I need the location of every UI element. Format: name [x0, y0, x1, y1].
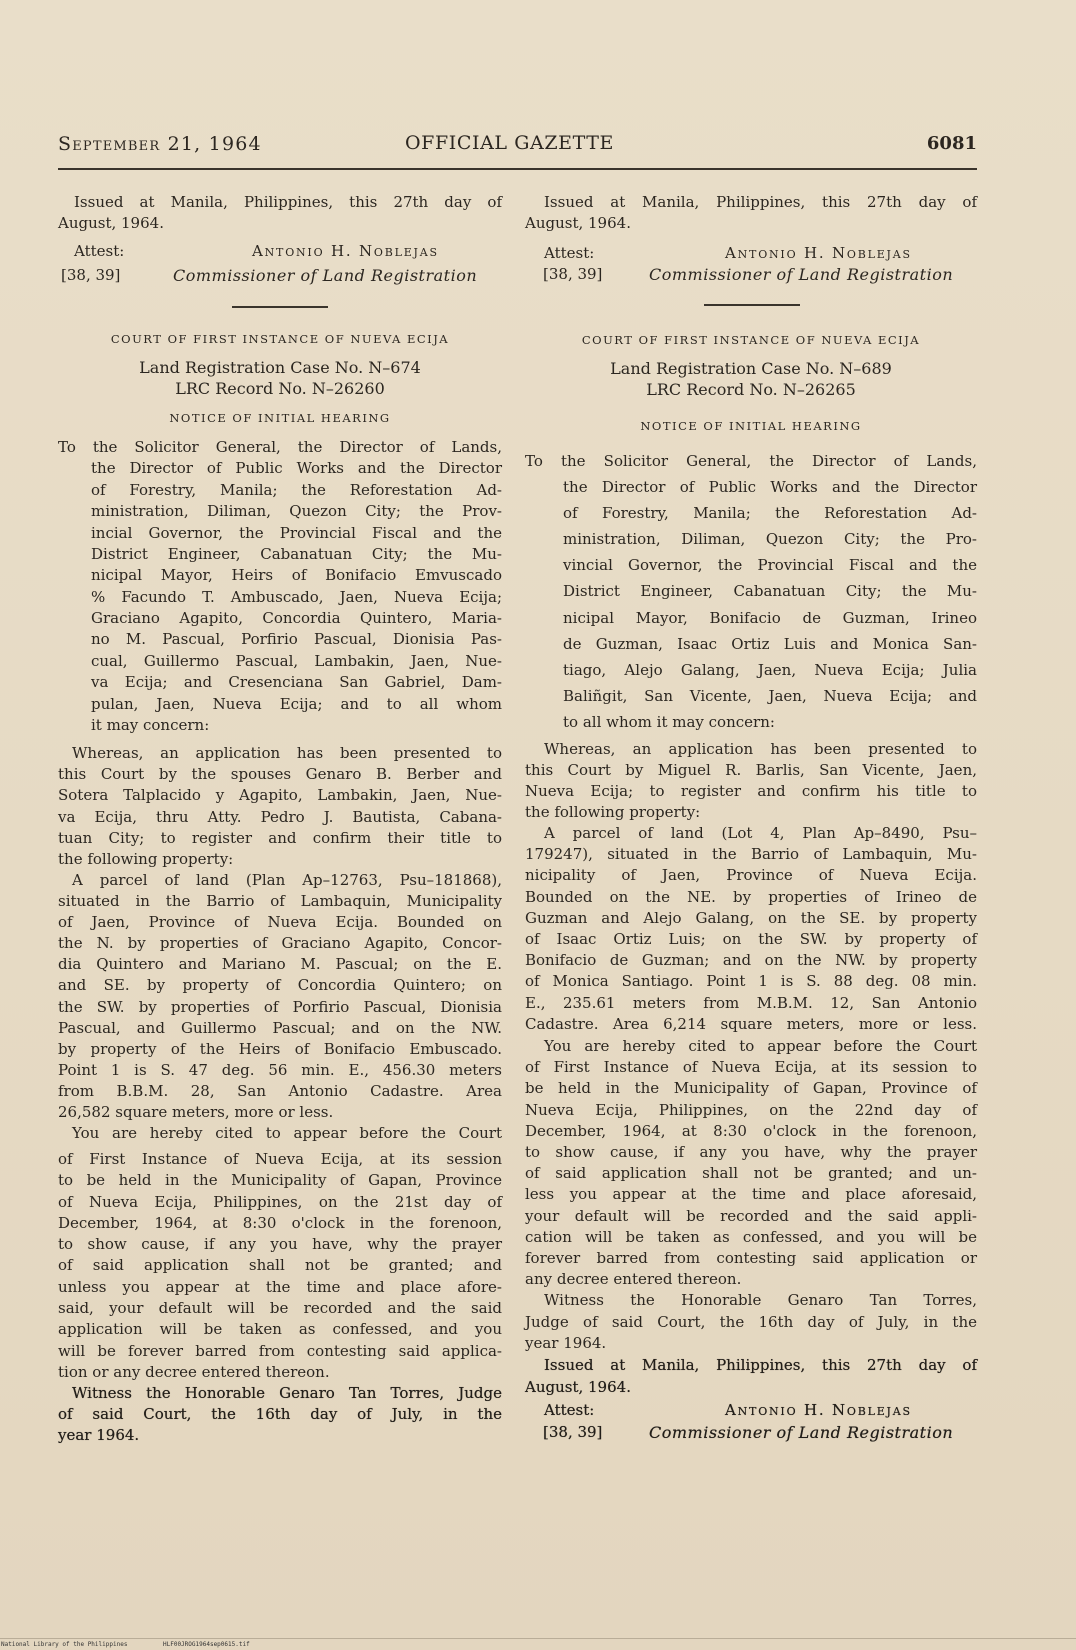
text-line: by property of the Heirs of Bonifacio Embuscado.	[58, 1039, 502, 1058]
signatory-title: Commissioner of Land Registration	[649, 265, 954, 284]
text-line: of First Instance of Nueva Ecija, at its session to	[525, 1058, 977, 1077]
text-line: Issued at Manila, Philippines, this 27th day of	[544, 193, 977, 211]
text-line: to show cause, if any you have, why the prayer	[525, 1143, 977, 1162]
text-line: 26,582 square meters, more or less.	[58, 1103, 334, 1122]
text-line: A parcel of land (Lot 4, Plan Ap–8490, Psu–	[544, 824, 977, 842]
scan-footer-rule	[0, 1638, 1076, 1639]
text-line: Issued at Manila, Philippines, this 27th day of	[74, 193, 502, 211]
text-line: va Ecija, thru Atty. Pedro J. Bautista, Cabana-	[58, 807, 502, 826]
text-line: this Court by Miguel R. Barlis, San Vicente, Jaen,	[525, 761, 977, 779]
text-line: Graciano Agapito, Concordia Quintero, Maria-	[91, 609, 502, 627]
text-line: this Court by the spouses Genaro B. Berber and	[58, 765, 502, 784]
citation-paragraph	[525, 1036, 977, 1290]
text-line: the Director of Public Works and the Director	[563, 478, 977, 497]
text-line: to all whom it may concern:	[563, 712, 775, 731]
text-line: year 1964.	[58, 1426, 140, 1444]
text-line: will be forever barred from contesting said applica-	[58, 1341, 502, 1360]
signatory-name: Antonio H. Noblejas	[725, 244, 912, 262]
text-line: E., 235.61 meters from M.B.M. 12, San Antonio	[525, 993, 977, 1012]
text-line: Point 1 is S. 47 deg. 56 min. E., 456.30 meters	[58, 1060, 502, 1079]
issue-date: September 21, 1964	[58, 133, 262, 155]
text-line: to be held in the Municipality of Gapan, Province	[58, 1171, 502, 1190]
text-line: of First Instance of Nueva Ecija, at its session	[58, 1149, 502, 1168]
text-line: 179247), situated in the Barrio of Lambaquin, Mu-	[525, 845, 977, 864]
text-line: it may concern:	[91, 715, 210, 734]
whereas-paragraph	[525, 739, 977, 823]
text-line: of Jaen, Province of Nueva Ecija. Bounded on	[58, 913, 502, 932]
section-divider	[704, 304, 800, 306]
text-line: Nueva Ecija; to register and confirm his title to	[525, 782, 977, 800]
case-number: Land Registration Case No. N–674	[139, 358, 421, 377]
text-line: the N. by properties of Graciano Agapito, Concor-	[58, 934, 502, 953]
text-line: no M. Pascual, Porfirio Pascual, Dionisia Pas-	[91, 630, 502, 649]
scan-source-label: National Library of the Philippines	[1, 1641, 128, 1648]
text-line: District Engineer, Cabanatuan City; the Mu-	[91, 544, 502, 563]
notice-title: NOTICE OF INITIAL HEARING	[169, 411, 391, 425]
signatory-title: Commissioner of Land Registration	[173, 266, 478, 285]
text-line: Baliñgit, San Vicente, Jaen, Nueva Ecija; and	[563, 686, 977, 705]
text-line: pulan, Jaen, Nueva Ecija; and to all whom	[91, 694, 502, 713]
text-line: vincial Governor, the Provincial Fiscal and the	[563, 556, 977, 575]
text-line: of said application shall not be granted; and	[58, 1256, 502, 1275]
issued-statement	[525, 192, 977, 234]
text-line: Nueva Ecija, Philippines, on the 22nd day of	[525, 1100, 977, 1119]
text-line: forever barred from contesting said application or	[525, 1249, 977, 1268]
text-line: the SW. by properties of Porfirio Pascual, Dionisia	[58, 997, 502, 1016]
text-line: of Forestry, Manila; the Reforestation Ad-	[91, 480, 502, 499]
text-line: Pascual, and Guillermo Pascual; and on the NW.	[58, 1018, 502, 1037]
text-line: of Forestry, Manila; the Reforestation Ad-	[563, 504, 977, 523]
text-line: Bounded on the NE. by properties of Irineo de	[525, 887, 977, 906]
text-line: ministration, Diliman, Quezon City; the Prov-	[91, 502, 502, 521]
signatory-name: Antonio H. Noblejas	[252, 242, 439, 260]
text-line: Sotera Talplacido y Agapito, Lambakin, Jaen, Nue-	[58, 786, 502, 805]
text-line: nicipality of Jaen, Province of Nueva Ecija.	[525, 866, 977, 885]
page-number: 6081	[926, 133, 977, 154]
witness-paragraph	[58, 1383, 502, 1446]
text-line: % Facundo T. Ambuscado, Jaen, Nueva Ecija;	[91, 587, 502, 606]
text-line: Witness the Honorable Genaro Tan Torres,	[544, 1291, 977, 1309]
text-line: To the Solicitor General, the Director of Lands,	[525, 452, 977, 470]
text-line: A parcel of land (Plan Ap–12763, Psu–181868),	[72, 871, 502, 889]
text-line: dia Quintero and Mariano M. Pascual; on the E.	[58, 955, 502, 974]
text-line: the Director of Public Works and the Director	[91, 459, 502, 478]
signatory-name: Antonio H. Noblejas	[725, 1401, 912, 1419]
addressees-paragraph	[58, 437, 502, 736]
citation-paragraph	[58, 1123, 502, 1383]
text-line: of said Court, the 16th day of July, in the	[58, 1405, 502, 1423]
header-rule	[58, 168, 977, 170]
reference-numbers: [38, 39]	[61, 266, 121, 284]
text-line: application will be taken as confessed, and you	[58, 1320, 502, 1339]
parcel-description	[58, 870, 502, 1123]
text-line: any decree entered thereon.	[525, 1270, 742, 1289]
publication-title: OFFICIAL GAZETTE	[405, 132, 615, 154]
attest-label: Attest:	[544, 1401, 595, 1419]
text-line: August, 1964.	[58, 214, 164, 232]
closing-issued-statement	[525, 1354, 977, 1398]
addressees-paragraph	[525, 448, 977, 735]
attest-label: Attest:	[74, 242, 125, 260]
text-line: To the Solicitor General, the Director of Lands,	[58, 438, 502, 456]
text-line: nicipal Mayor, Heirs of Bonifacio Emvuscado	[91, 566, 502, 585]
text-line: year 1964.	[525, 1334, 607, 1352]
signatory-title: Commissioner of Land Registration	[649, 1423, 954, 1442]
court-heading: COURT OF FIRST INSTANCE OF NUEVA ECIJA	[110, 332, 450, 346]
text-line: nicipal Mayor, Bonifacio de Guzman, Irineo	[563, 608, 977, 627]
text-line: Whereas, an application has been presented to	[544, 740, 977, 758]
record-number: LRC Record No. N–26260	[175, 379, 385, 398]
text-line: Judge of said Court, the 16th day of July, in the	[525, 1312, 977, 1331]
text-line: December, 1964, at 8:30 o'clock in the forenoon,	[525, 1121, 977, 1140]
text-line: of Isaac Ortiz Luis; on the SW. by property of	[525, 930, 977, 949]
notice-title: NOTICE OF INITIAL HEARING	[640, 419, 862, 433]
text-line: Guzman and Alejo Galang, on the SE. by property	[525, 908, 977, 927]
text-line: incial Governor, the Provincial Fiscal and the	[91, 523, 502, 542]
text-line: You are hereby cited to appear before the Court	[72, 1124, 502, 1142]
parcel-description	[525, 823, 977, 1035]
text-line: the following property:	[525, 803, 701, 821]
scan-file-name: HLF00JROG1964sep0615.tif	[163, 1641, 250, 1648]
text-line: August, 1964.	[525, 214, 631, 232]
text-line: situated in the Barrio of Lambaquin, Municipality	[58, 892, 502, 911]
text-line: said, your default will be recorded and the said	[58, 1299, 502, 1318]
reference-numbers: [38, 39]	[543, 265, 603, 283]
text-line: tiago, Alejo Galang, Jaen, Nueva Ecija; Julia	[563, 660, 977, 679]
text-line: of said application shall not be granted; and un-	[525, 1164, 977, 1183]
text-line: Issued at Manila, Philippines, this 27th day of	[544, 1356, 977, 1374]
text-line: less you appear at the time and place aforesaid,	[525, 1185, 977, 1204]
text-line: August, 1964.	[525, 1378, 631, 1396]
text-line: be held in the Municipality of Gapan, Province of	[525, 1079, 977, 1098]
text-line: unless you appear at the time and place afore-	[58, 1277, 502, 1296]
attest-label: Attest:	[544, 244, 595, 262]
text-line: Whereas, an application has been presented to	[72, 744, 502, 762]
text-line: cation will be taken as confessed, and you will be	[525, 1227, 977, 1246]
text-line: to show cause, if any you have, why the prayer	[58, 1235, 502, 1254]
record-number: LRC Record No. N–26265	[646, 380, 856, 399]
case-number: Land Registration Case No. N–689	[610, 359, 892, 378]
text-line: Witness the Honorable Genaro Tan Torres, Judge	[72, 1384, 502, 1402]
issued-statement	[58, 192, 502, 234]
text-line: de Guzman, Isaac Ortiz Luis and Monica San-	[563, 634, 977, 653]
reference-numbers: [38, 39]	[543, 1423, 603, 1441]
court-heading: COURT OF FIRST INSTANCE OF NUEVA ECIJA	[581, 333, 921, 347]
text-line: of Nueva Ecija, Philippines, on the 21st day of	[58, 1192, 502, 1211]
text-line: tuan City; to register and confirm their title to	[58, 828, 502, 847]
text-line: and SE. by property of Concordia Quintero; on	[58, 976, 502, 995]
section-divider	[232, 306, 328, 308]
text-line: of Monica Santiago. Point 1 is S. 88 deg. 08 min.	[525, 972, 977, 991]
text-line: December, 1964, at 8:30 o'clock in the forenoon,	[58, 1213, 502, 1232]
text-line: District Engineer, Cabanatuan City; the Mu-	[563, 582, 977, 601]
text-line: cual, Guillermo Pascual, Lambakin, Jaen, Nue-	[91, 651, 502, 670]
text-line: ministration, Diliman, Quezon City; the Pro-	[563, 530, 977, 549]
text-line: tion or any decree entered thereon.	[58, 1362, 330, 1381]
text-line: Cadastre. Area 6,214 square meters, more or less.	[525, 1014, 977, 1033]
whereas-paragraph	[58, 743, 502, 870]
text-line: Bonifacio de Guzman; and on the NW. by property	[525, 951, 977, 970]
text-line: the following property:	[58, 850, 234, 869]
text-line: va Ecija; and Cresenciana San Gabriel, Dam-	[91, 673, 502, 692]
text-line: You are hereby cited to appear before the Court	[544, 1037, 977, 1055]
text-line: your default will be recorded and the said appli-	[525, 1206, 977, 1225]
text-line: from B.B.M. 28, San Antonio Cadastre. Area	[58, 1081, 502, 1100]
witness-paragraph	[525, 1290, 977, 1355]
